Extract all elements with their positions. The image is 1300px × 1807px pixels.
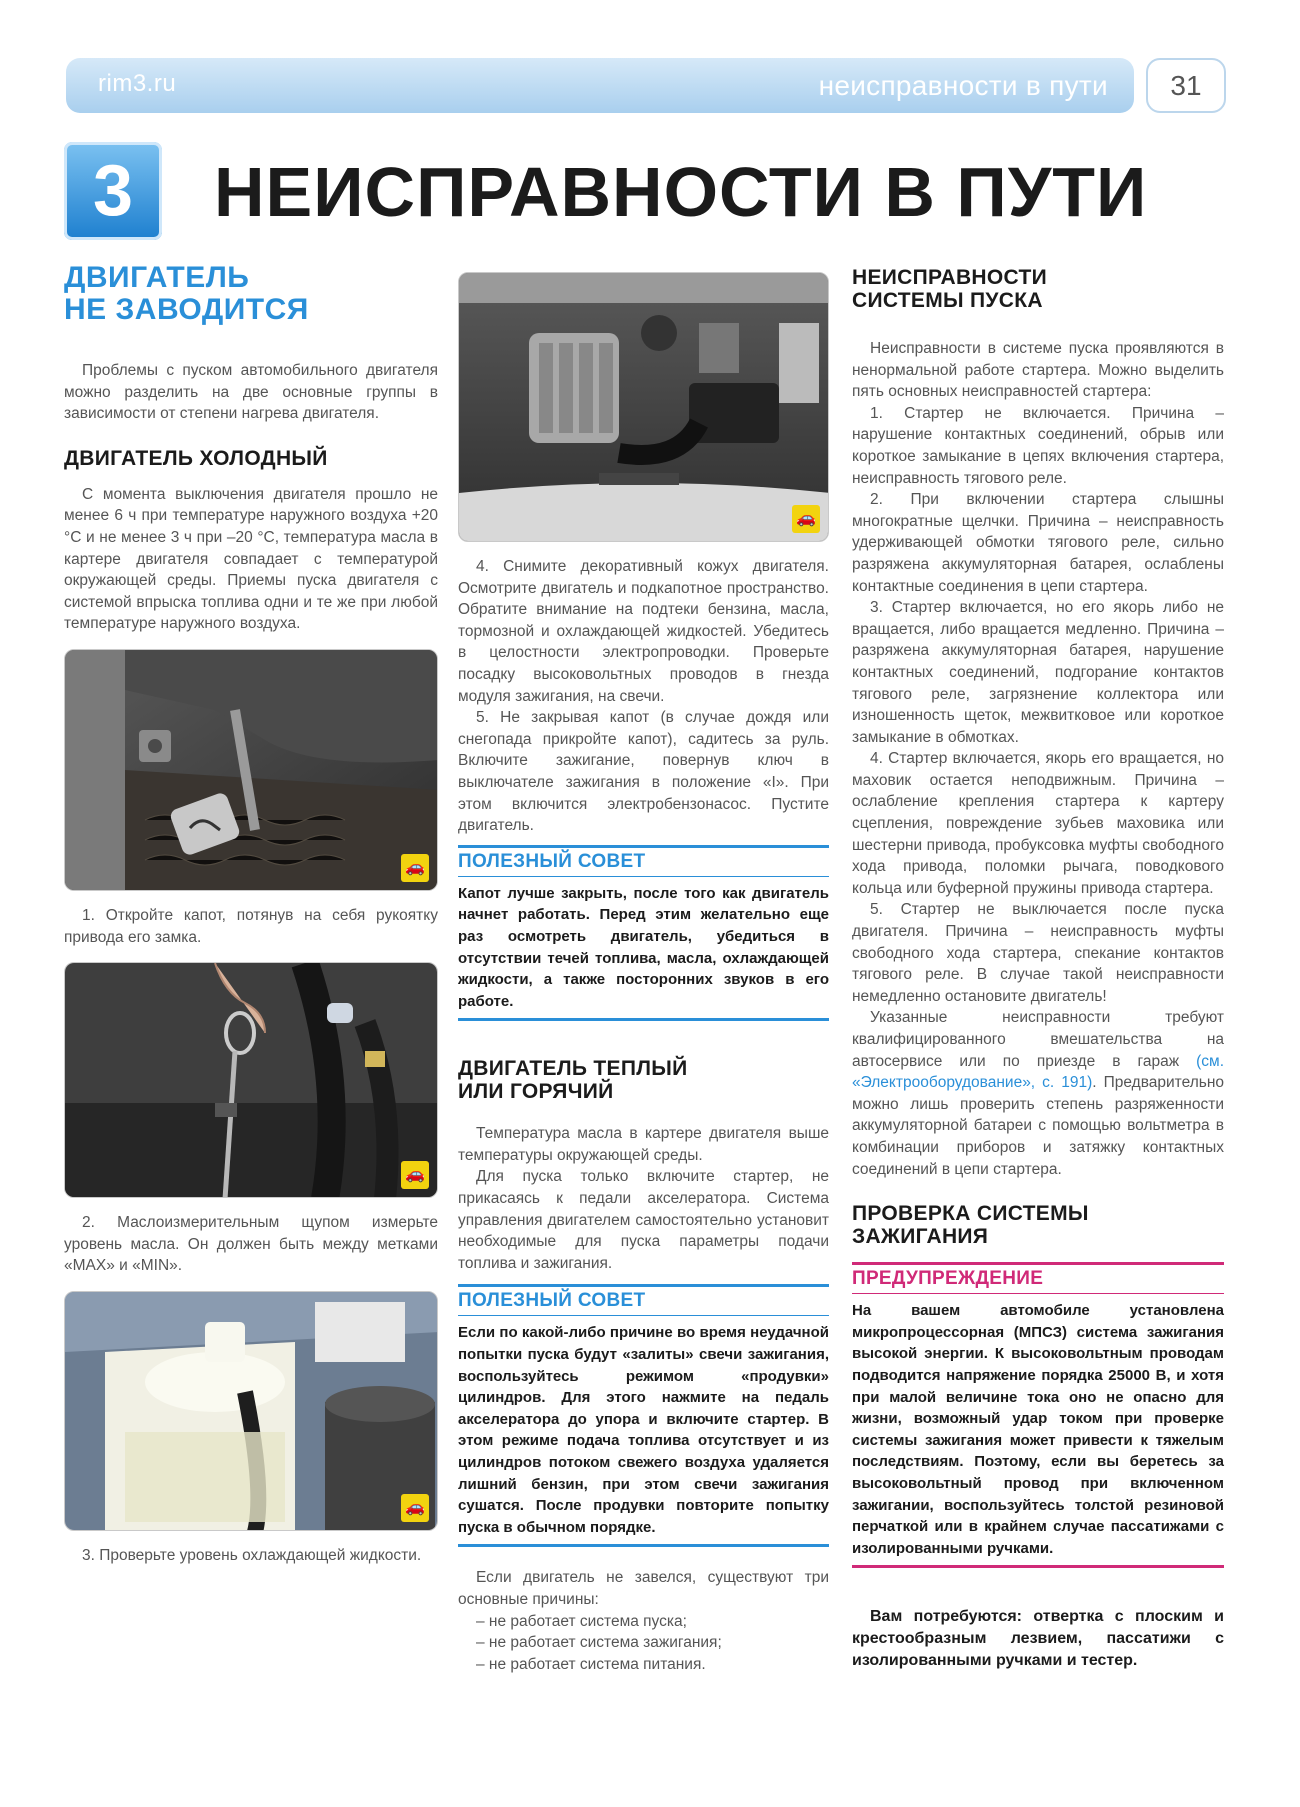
car-icon: 🚗 [401, 854, 429, 882]
start-title-line2: СИСТЕМЫ ПУСКА [852, 289, 1043, 312]
ignition-title-line2: ЗАЖИГАНИЯ [852, 1225, 989, 1249]
qualified-repair-paragraph [852, 1007, 1224, 1180]
starter-fault-3: 3. Стартер включается, но его якорь либо не вращается, либо вращается медленно. Причина – разряжена аккумуляторная батарея, нарушение контактных соединений, подгорание контактов тягового реле, загрязнение коллектора или изношенность щеток, межвитковое или короткое замыкание в обмотках. [852, 599, 1224, 746]
starter-fault-2: 2. При включении стартера слышны многократные щелчки. Причина – неисправность удерживающей обмотки тягового реле, сильно разряжена аккумуляторная батарея, ослаблены контактные соединения в цепи стартера. [852, 491, 1224, 595]
advice-text-1: Капот лучше закрыть, после того как двигатель начнет работать. Перед этим желательно еще раз осмотреть двигатель, убедиться в отсутствии течей топлива, масла, охлаждающей жидкости, а также посторонних звуков в его работе. [458, 884, 829, 1010]
list-item: – не работает система питания. [476, 1655, 706, 1673]
cold-paragraph: С момента выключения двигателя прошло не менее 6 ч при температуре наружного воздуха +20 °С и не менее 3 ч при –20 °С, температура масла в картере двигателя совпадает с температурой окружающей среды. Приемы пуска двигателя с системой впрыска топлива одни и те же при любой температуре наружного воздуха. [64, 485, 438, 633]
warm-paragraph-1: Температура масла в картере двигателя выше температуры окружающей среды. [458, 1125, 829, 1164]
warning-text: На вашем автомобиле установлена микропроцессорная (МПСЗ) система зажигания высокой энергии. К высоковольтным проводам подводится напряжение порядка 25000 В, и хотя при малой величине тока оно не опасно для жизни, возможный удар током при проверке системы зажигания может привести к тяжелым последствиям. Поэтому, если вы беретесь за высоковольтный провод при включенном зажигании, воспользуйтесь толстой резиновой перчаткой или в крайнем случае пассатижами с изолированными ручками. [852, 1302, 1224, 1557]
qualified-before: Указанные неисправности требуют квалифицированного вмешательства на автосервисе или по приезде в гараж [852, 1009, 1224, 1070]
photo-dipstick [64, 962, 438, 1198]
photo-dipstick-image [65, 963, 438, 1198]
step-5-paragraph: 5. Не закрывая капот (в случае дождя или снегопада прикройте капот), садитесь за руль. Включите зажигание, повернув ключ в выключателе зажигания в положение «I». При этом включится электробензонасос. Пустите двигатель. [458, 709, 829, 835]
car-icon: 🚗 [792, 505, 820, 533]
running-title: неисправности в пути [818, 70, 1108, 101]
electrical-reference-link[interactable]: (см. «Электрооборудование», с. 191) [852, 1052, 1224, 1092]
section-title-engine-not-start [64, 262, 438, 326]
warm-title-line2: ИЛИ ГОРЯЧИЙ [458, 1080, 614, 1104]
ignition-title-line1: ПРОВЕРКА СИСТЕМЫ [852, 1202, 1089, 1226]
page-number: 31 [1146, 58, 1226, 113]
subhead-ignition-check [852, 1202, 1224, 1248]
warm-title-line1: ДВИГАТЕЛЬ ТЕПЛЫЙ [458, 1057, 688, 1081]
car-icon: 🚗 [401, 1494, 429, 1522]
advice-box-2 [458, 1284, 829, 1547]
section-title-line1: ДВИГАТЕЛЬ [64, 261, 250, 294]
qualified-after: . Предварительно можно лишь проверить степень разряженности аккумуляторной батареи с помощью вольтметра в комбинации приборов и затяжку контактных соединений в цепи стартера. [852, 1074, 1224, 1178]
intro-paragraph: Проблемы с пуском автомобильного двигателя можно разделить на две основные группы в зависимости от степени нагрева двигателя. [64, 362, 438, 423]
column-right [852, 266, 1224, 1672]
causes-list [458, 1611, 829, 1676]
step-4-paragraph: 4. Снимите декоративный кожух двигателя. Осмотрите двигатель и подкапотное пространство. Обратите внимание на подтеки бензина, масла, тормозной и охлаждающей жидкостей. Убедитесь в целостности электропроводки. Проверьте посадку высоковольтных проводов в гнезда модуля зажигания, на свечи. [458, 558, 829, 705]
photo-hood-release-image [65, 650, 438, 891]
car-icon: 🚗 [401, 1161, 429, 1189]
column-middle [458, 272, 829, 1675]
tools-required: Вам потребуются: отвертка с плоским и крестообразным лезвием, пассатижи с изолированными ручками и тестер. [852, 1608, 1224, 1670]
chapter-number-badge: 3 [64, 142, 162, 240]
caption-photo-3: 3. Проверьте уровень охлаждающей жидкости. [82, 1546, 422, 1564]
photo-coolant-tank [64, 1291, 438, 1531]
list-item: – не работает система зажигания; [476, 1634, 722, 1652]
site-name[interactable]: rim3.ru [98, 70, 177, 97]
starter-fault-1: 1. Стартер не включается. Причина – нарушение контактных соединений, обрыв или короткое замыкание в цепях включения стартера, неисправность тягового реле. [852, 404, 1224, 487]
list-item: – не работает система пуска; [476, 1612, 687, 1630]
warning-box [852, 1262, 1224, 1568]
advice-title-2: ПОЛЕЗНЫЙ СОВЕТ [458, 1287, 829, 1316]
photo-hood-release [64, 649, 438, 891]
warning-title: ПРЕДУПРЕЖДЕНИЕ [852, 1265, 1224, 1294]
causes-intro: Если двигатель не завелся, существуют три основные причины: [458, 1569, 829, 1608]
start-title-line1: НЕИСПРАВНОСТИ [852, 266, 1047, 289]
subhead-engine-cold: ДВИГАТЕЛЬ ХОЛОДНЫЙ [64, 446, 328, 470]
subhead-starter-faults [852, 266, 1224, 312]
warm-paragraph-2: Для пуска только включите стартер, не прикасаясь к педали акселератора. Система управления двигателем самостоятельно установит необходимые для пуска параметры подачи топлива и зажигания. [458, 1168, 829, 1272]
subhead-engine-warm [458, 1057, 829, 1103]
chapter-title: НЕИСПРАВНОСТИ В ПУТИ [214, 153, 1148, 231]
starter-fault-5: 5. Стартер не выключается после пуска двигателя. Причина – неисправность муфты свободного хода стартера, спекание контактов тягового реле. В случае такой неисправности немедленно остановите двигатель! [852, 901, 1224, 1005]
starter-intro: Неисправности в системе пуска проявляются в ненормальной работе стартера. Можно выделить пять основных неисправностей стартера: [852, 340, 1224, 401]
advice-text-2: Если по какой-либо причине во время неудачной попытки пуска будут «залиты» свечи зажигания, воспользуйтесь режимом «продувки» цилиндров. Для этого нажмите на педаль акселератора до упора и включите стартер. В этом режиме подача топлива отсутствует и из цилиндров потоком свежего воздуха удаляется лишний бензин, при этом свечи зажигания сушатся. После продувки повторите попытку пуска в обычном порядке. [458, 1324, 829, 1536]
column-left [64, 262, 438, 1567]
caption-photo-2: 2. Маслоизмерительным щупом измерьте уровень масла. Он должен быть между метками «MAX» и «MIN». [64, 1214, 438, 1275]
photo-engine-bay-image [459, 273, 829, 542]
advice-box-1 [458, 845, 829, 1022]
photo-engine-bay [458, 272, 829, 542]
photo-coolant-tank-image [65, 1292, 438, 1531]
section-title-line2: НЕ ЗАВОДИТСЯ [64, 293, 309, 326]
advice-title-1: ПОЛЕЗНЫЙ СОВЕТ [458, 848, 829, 877]
starter-fault-4: 4. Стартер включается, якорь его вращается, но маховик остается неподвижным. Причина – ослабление крепления стартера к картеру сцепления, повреждение зубьев маховика или шестерни привода, пробуксовка муфты свободного хода привода, поломки рычага, поводкового кольца или буферной пружины привода стартера. [852, 750, 1224, 897]
caption-photo-1: 1. Откройте капот, потянув на себя рукоятку привода его замка. [64, 906, 438, 946]
